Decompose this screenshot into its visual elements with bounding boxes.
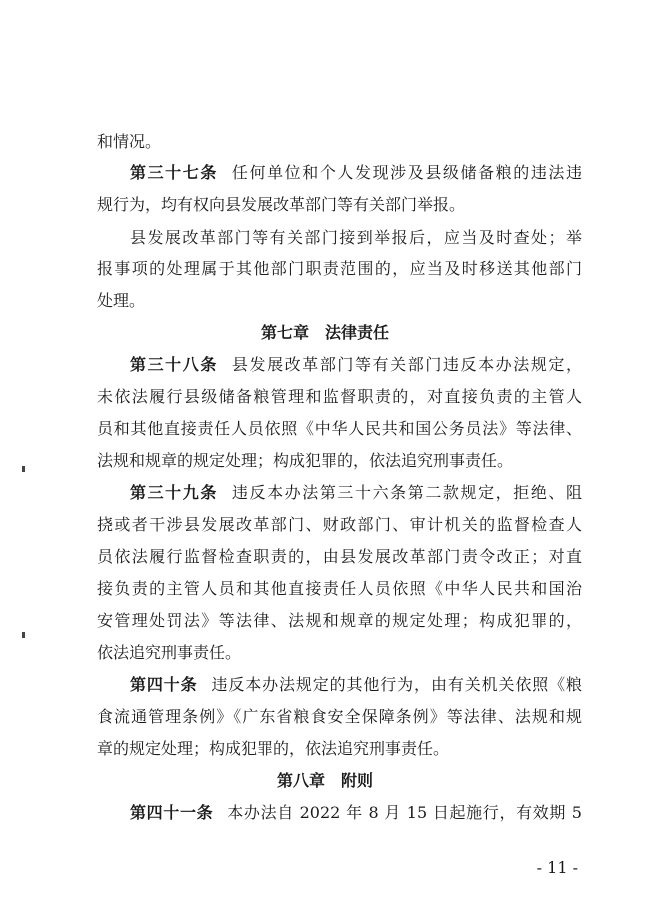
- text-line: 规行为，均有权向县发展改革部门等有关部门举报。: [97, 195, 466, 214]
- paragraph-line: 县发展改革部门等有关部门接到举报后，应当及时查处；举: [130, 228, 582, 247]
- text-line: 员依法履行监督检查职责的，由县发展改革部门责令改正；对直: [97, 547, 582, 566]
- text-line: 报事项的处理属于其他部门职责范围的，应当及时移送其他部门: [97, 259, 582, 278]
- text-line: 安管理处罚法》等法律、法规和规章的规定处理；构成犯罪的，: [97, 611, 582, 630]
- text-line: 章的规定处理；构成犯罪的，依法追究刑事责任。: [97, 739, 450, 758]
- chapter-heading: 第七章 法律责任: [260, 323, 389, 342]
- scan-mark: [22, 632, 25, 638]
- text-line: 员和其他直接责任人员依照《中华人民共和国公务员法》等法律、: [97, 419, 582, 438]
- text-line: 和情况。: [97, 132, 162, 151]
- text-line: 食流通管理条例》《广东省粮食安全保障条例》等法律、法规和规: [97, 707, 582, 726]
- article-38: 第三十八条 县发展改革部门等有关部门违反本办法规定，: [130, 355, 582, 374]
- text-line: 依法追究刑事责任。: [97, 643, 242, 662]
- article-40: 第四十条 违反本办法规定的其他行为，由有关机关依照《粮: [130, 675, 582, 694]
- page-number: - 11 -: [536, 858, 578, 877]
- article-number: 第三十七条: [130, 163, 218, 182]
- article-41: 第四十一条 本办法自 2022 年 8 月 15 日起施行，有效期 5: [130, 803, 582, 822]
- article-number: 第三十八条: [130, 355, 218, 374]
- article-37: 第三十七条 任何单位和个人发现涉及县级储备粮的违法违: [130, 163, 582, 182]
- text-line: 法规和规章的规定处理；构成犯罪的，依法追究刑事责任。: [97, 451, 514, 470]
- scan-mark: [22, 466, 25, 472]
- article-number: 第四十一条: [130, 803, 214, 822]
- article-number: 第三十九条: [130, 483, 218, 502]
- text-line: 接负责的主管人员和其他直接责任人员依照《中华人民共和国治: [97, 579, 582, 598]
- chapter-heading: 第八章 附则: [276, 771, 373, 790]
- article-39: 第三十九条 违反本办法第三十六条第二款规定，拒绝、阻: [130, 483, 582, 502]
- text-line: 未依法履行县级储备粮管理和监督职责的，对直接负责的主管人: [97, 387, 582, 406]
- article-number: 第四十条: [130, 675, 198, 694]
- text-line: 处理。: [97, 291, 146, 310]
- text-line: 挠或者干涉县发展改革部门、财政部门、审计机关的监督检查人: [97, 515, 582, 534]
